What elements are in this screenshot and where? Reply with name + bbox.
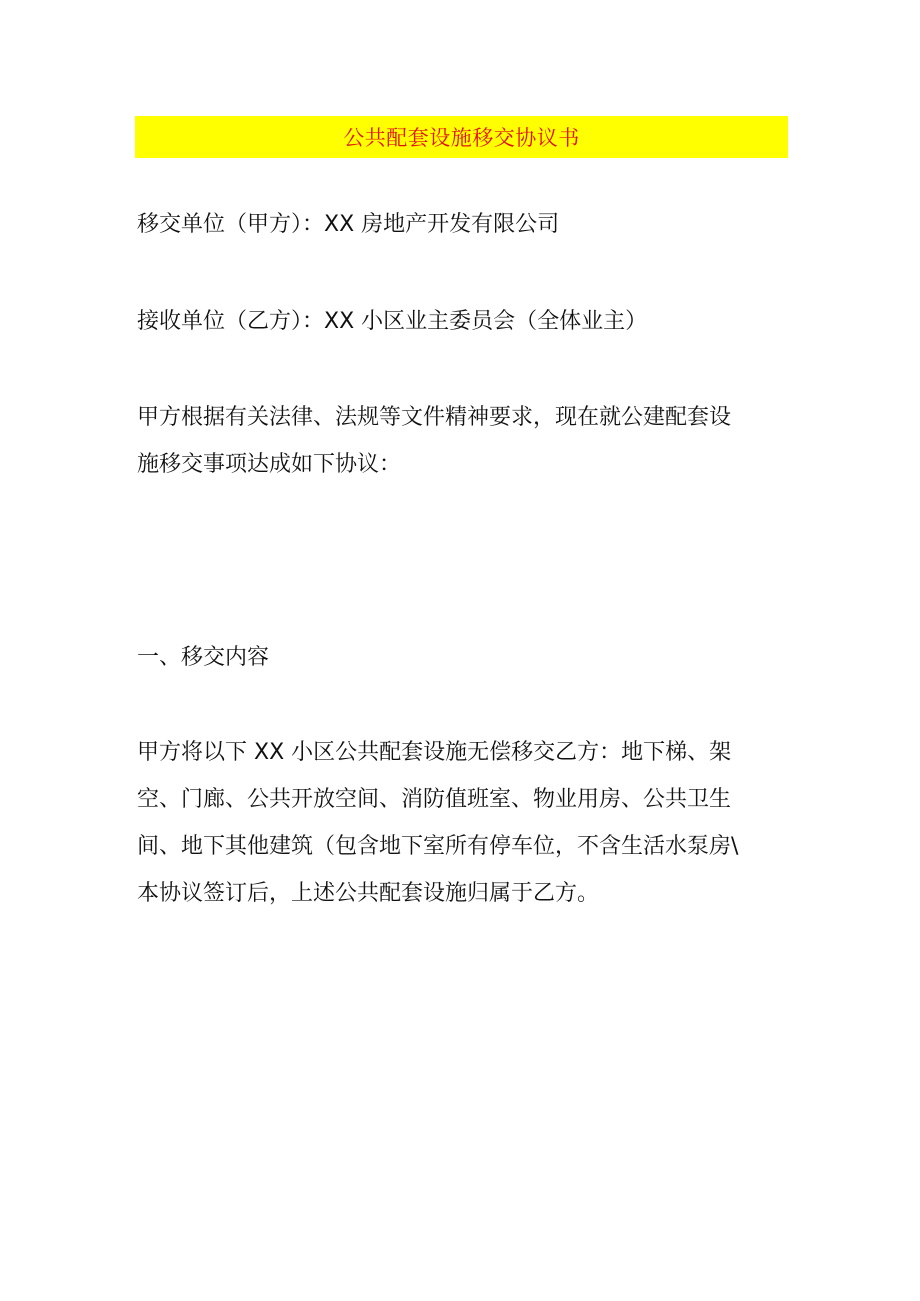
- intro-line: 甲方根据有关法律、法规等文件精神要求，现在就公建配套设: [137, 405, 732, 430]
- section-heading: 一、移交内容: [137, 645, 270, 670]
- section1-line: 甲方将以下 XX 小区公共配套设施无偿移交乙方：地下梯、架: [137, 740, 732, 765]
- title-banner: [135, 116, 788, 158]
- section1-line: 空、门廊、公共开放空间、消防值班室、物业用房、公共卫生: [137, 787, 732, 812]
- intro-paragraph: [137, 394, 777, 488]
- section1-line: 间、地下其他建筑（包含地下室所有停车位，不含生活水泵房\: [137, 834, 739, 859]
- document-title: 公共配套设施移交协议书: [343, 126, 580, 150]
- intro-line: 施移交事项达成如下协议：: [137, 452, 402, 477]
- party-b-line: 接收单位（乙方）：XX 小区业主委员会（全体业主）: [137, 309, 648, 334]
- party-a-line: 移交单位（甲方）：XX 房地产开发有限公司: [137, 212, 560, 237]
- section1-line: 本协议签订后，上述公共配套设施归属于乙方。: [137, 881, 600, 906]
- section1-paragraph: [137, 729, 777, 917]
